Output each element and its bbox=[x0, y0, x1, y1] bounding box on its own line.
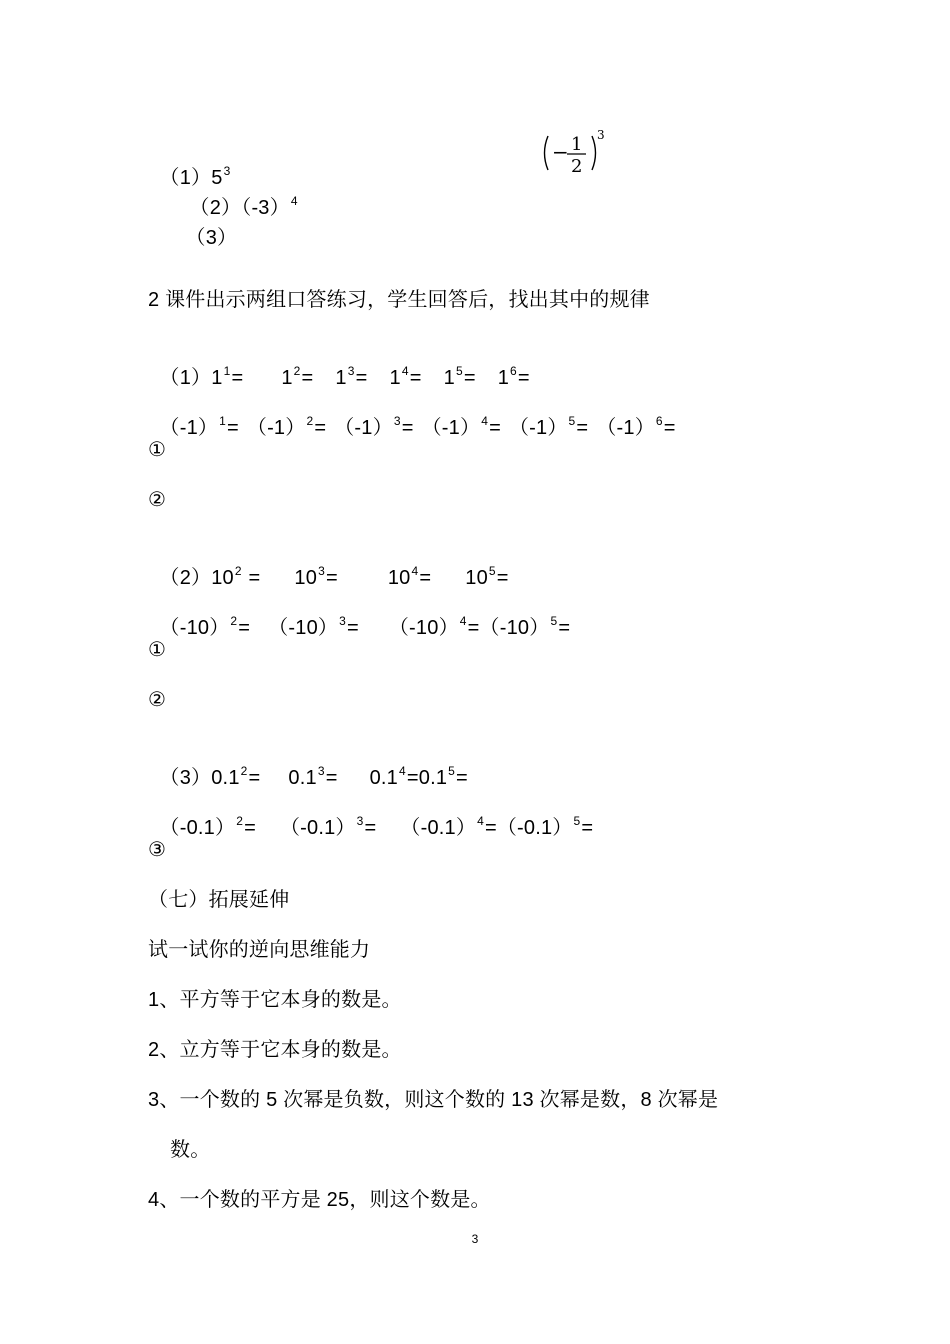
g2a-3: $10^5=$ bbox=[465, 564, 509, 589]
circle-mark-1b: ① bbox=[148, 639, 167, 661]
expr-1-base: （1）5 bbox=[159, 167, 223, 189]
g3b-2: $(-0.1)^4=$ bbox=[400, 814, 497, 839]
fraction-exponent: 3 bbox=[597, 128, 605, 142]
g1b-3: $(-1)^4=$ bbox=[421, 414, 501, 439]
group-3-negative bbox=[148, 786, 593, 844]
expr-1-exponent: 3 bbox=[223, 164, 231, 178]
group-2-negative bbox=[148, 586, 570, 644]
g1a-4: $1^5=$ bbox=[443, 364, 476, 389]
question-3-continued: 数。 bbox=[170, 1139, 211, 1161]
g2b-1: $(-10)^3=$ bbox=[268, 614, 359, 639]
g1a-1: $1^2=$ bbox=[281, 364, 314, 389]
g3a-0: $(3)0.1^2=$ bbox=[159, 764, 261, 789]
g3a-3: $0.1^5=$ bbox=[418, 764, 468, 789]
g1a-2: $1^3=$ bbox=[335, 364, 368, 389]
fraction-numerator: 1 bbox=[571, 134, 583, 155]
circle-mark-2: ② bbox=[148, 489, 167, 511]
page-number: 3 bbox=[471, 1232, 479, 1246]
g1a-3: $1^4=$ bbox=[389, 364, 422, 389]
section-subtitle: 试一试你的逆向思维能力 bbox=[148, 939, 371, 961]
fraction-sign: − bbox=[552, 140, 569, 164]
expr-3-label: （3） bbox=[185, 227, 238, 249]
g3b-0: $(-0.1)^2=$ bbox=[159, 814, 256, 839]
question-1: 1、平方等于它本身的数是。 bbox=[148, 989, 402, 1011]
group-1-negative bbox=[148, 386, 676, 444]
g1a-5: $1^6=$ bbox=[497, 364, 530, 389]
g3a-1: $0.1^3=$ bbox=[288, 764, 338, 789]
g1b-5: $(-1)^6=$ bbox=[596, 414, 676, 439]
g1b-1: $(-1)^2=$ bbox=[246, 414, 327, 439]
g1a-0: $(1)1^1=$ bbox=[159, 364, 244, 389]
g1b-0: $(-1)^1=$ bbox=[159, 414, 239, 439]
g2b-2: $(-10)^4=$ bbox=[388, 614, 480, 639]
g1b-2: $(-1)^3=$ bbox=[334, 414, 414, 439]
expr-2-base: （2）（-3） bbox=[189, 197, 290, 219]
g2a-0: $(2)10^2$ = bbox=[159, 564, 261, 589]
circle-mark-2b: ② bbox=[148, 689, 167, 711]
circle-mark-3: ③ bbox=[148, 839, 167, 861]
g2a-2: $10^4=$ bbox=[387, 564, 432, 589]
question-4: 4、一个数的平方是 25，则这个数是。 bbox=[148, 1189, 491, 1211]
g2a-1: $10^3=$ bbox=[294, 564, 338, 589]
g3a-2: $0.1^4=$ bbox=[369, 764, 419, 789]
g2b-3: $(-10)^5=$ bbox=[479, 614, 571, 639]
question-3: 3、一个数的 5 次幂是负数，则这个数的 13 次幂是数，8 次幂是 bbox=[148, 1089, 719, 1111]
g3b-1: $(-0.1)^3=$ bbox=[279, 814, 377, 839]
g1b-4: $(-1)^5=$ bbox=[508, 414, 589, 439]
question-2: 2、立方等于它本身的数是。 bbox=[148, 1039, 402, 1061]
fraction-denominator: 2 bbox=[571, 156, 583, 177]
circle-mark-1: ① bbox=[148, 439, 167, 461]
fraction-expression bbox=[538, 128, 610, 178]
g3b-3: $(-0.1)^5=$ bbox=[496, 814, 594, 839]
exercise-line-powers bbox=[148, 136, 299, 252]
section-heading: （七）拓展延伸 bbox=[148, 889, 290, 911]
expr-2-exponent: 4 bbox=[290, 194, 298, 208]
g2b-0: $(-10)^2=$ bbox=[159, 614, 251, 639]
intro-text: 2 课件出示两组口答练习，学生回答后，找出其中的规律 bbox=[148, 289, 650, 311]
